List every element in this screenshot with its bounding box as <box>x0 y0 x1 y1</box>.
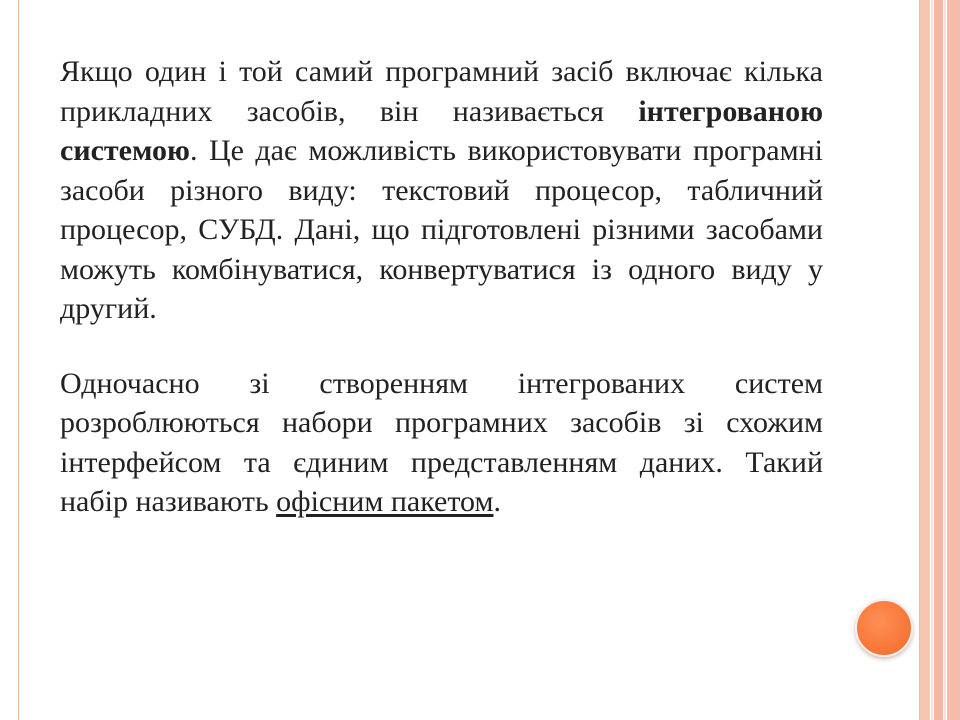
paragraph-1-text-end: . Це дає можливість використовувати програмні засоби різного виду: текстовий процесор, табличний процесор, СУБД. Дані, що підготовлені різними засобами можуть комбінуватися, конвертуватися із одного виду у другий. <box>60 134 823 325</box>
paragraph-2-text-start: Одночасно зі створенням інтегрованих систем розроблюються набори програмних засобів зі схожим інтерфейсом та єдиним представленням даних. Такий набір називають <box>60 366 823 518</box>
stripe-3 <box>947 0 960 720</box>
paragraph-integrated-system <box>60 52 823 329</box>
slide-text-body <box>60 52 823 522</box>
orange-circle-decoration <box>855 599 913 657</box>
paragraph-office-suite <box>60 364 823 522</box>
paragraph-1-text-start: Якщо один і той самий програмний засіб включає кілька прикладних засобів, він називається <box>60 55 823 128</box>
stripe-1 <box>920 0 930 720</box>
stripe-gap-2 <box>944 0 946 720</box>
stripe-gap-1 <box>931 0 933 720</box>
stripe-2 <box>934 0 943 720</box>
decorative-side-stripes <box>920 0 960 720</box>
term-office-suite: офісним пакетом <box>276 485 494 518</box>
paragraph-2-text-end: . <box>493 485 501 518</box>
term-integrated-system: інтегрованою системою <box>60 94 823 167</box>
